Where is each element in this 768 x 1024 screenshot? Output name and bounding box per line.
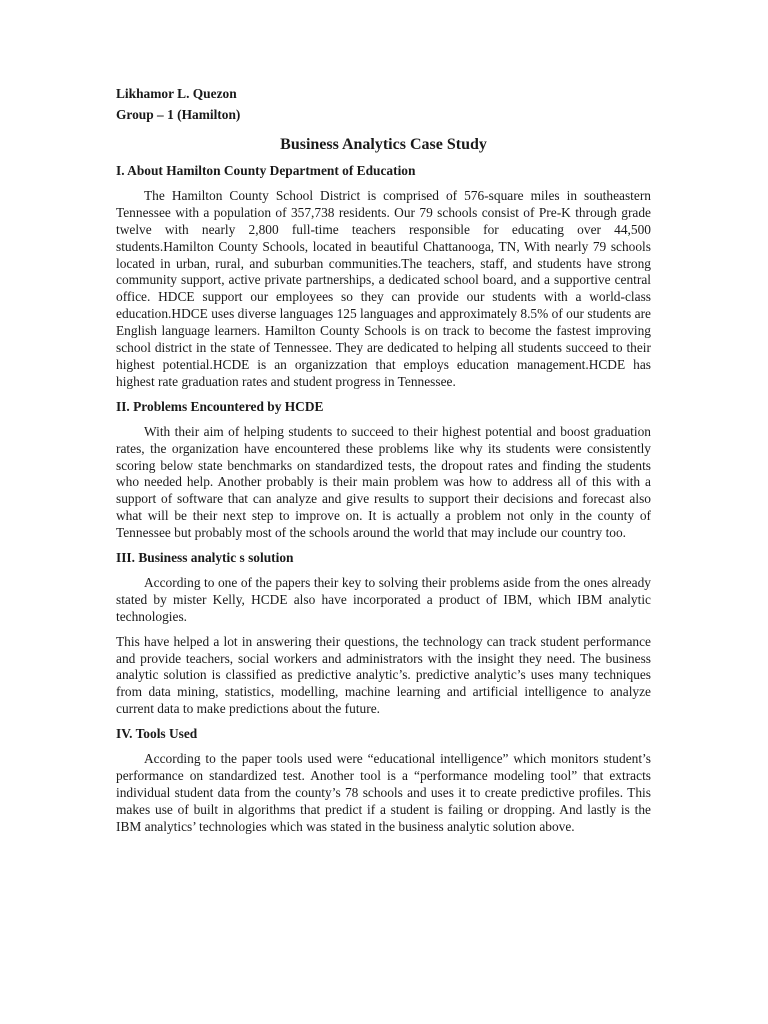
section-tools-paragraph: According to the paper tools used were “educational intelligence” which monitors student’s performance on standardized test. Another tool is a “performance modeling tool” that extracts individual student data from the county’s 78 schools and uses it to create predictive profiles. This makes use of built in algorithms that predict if a student is failing or dropping. And lastly is the IBM analytics’ technologies which was stated in the business analytic solution above. xyxy=(116,751,651,834)
group-label: Group – 1 (Hamilton) xyxy=(116,107,241,122)
section-solution-paragraph-2: This have helped a lot in answering their questions, the technology can track student performance and provide teachers, social workers and administrators with the insight they need. The business analytic solution is classified as predictive analytic’s. predictive analytic’s uses many techniques from data mining, statistics, modelling, machine learning and artificial intelligence to analyze current data to make predictions about the future. xyxy=(116,633,651,717)
section-heading-about: I. About Hamilton County Department of Education xyxy=(116,163,416,178)
document-title: Business Analytics Case Study xyxy=(280,136,487,153)
section-heading-problems: II. Problems Encountered by HCDE xyxy=(116,398,324,414)
section-solution-paragraph-1: According to one of the papers their key to solving their problems aside from the ones already stated by mister Kelly, HCDE also have incorporated a product of IBM, which IBM analytic technologies. xyxy=(116,574,651,624)
author-name: Likhamor L. Quezon xyxy=(116,86,237,101)
section-heading-tools: IV. Tools Used xyxy=(116,726,198,742)
section-about-paragraph: The Hamilton County School District is comprised of 576-square miles in southeastern Tennessee with a population of 357,738 residents. Our 79 schools consist of Pre-K through grade twelve with nearly 2,800 full-time teachers responsible for educating over 44,500 students.Hamilton County Schools, located in beautiful Chattanooga, TN, With nearly 79 schools located in urban, rural, and suburban communities.The teachers, staff, and students have strong community support, active private partnerships, a dedicated school board, and a supportive central office. HDCE support our employees so they can provide our students with a world-class education.HDCE uses diverse languages 125 languages and approximately 8.5% of our students are English language learners. Hamilton County Schools is on track to become the fastest improving school district in the state of Tennessee. They are dedicated to helping all students succeed to their highest potential.HCDE is an organizzation that employs education management.HCDE has highest rate graduation rates and student progress in Tennessee. xyxy=(116,187,651,389)
section-problems-paragraph: With their aim of helping students to succeed to their highest potential and boost graduation rates, the organization have encountered these problems like why its students were consistently scoring below state benchmarks on standardized tests, the dropout rates and finding the students who needed help. Another probably is their main problem was how to address all of this with a support of software that can analyze and give results to support their decisions and forecast also what will be their next step to improve on. It is actually a problem not only in the county of Tennessee but probably most of the schools around the world that may include our country too. xyxy=(116,423,651,541)
document-page xyxy=(116,86,651,836)
section-heading-solution: III. Business analytic s solution xyxy=(116,550,294,566)
